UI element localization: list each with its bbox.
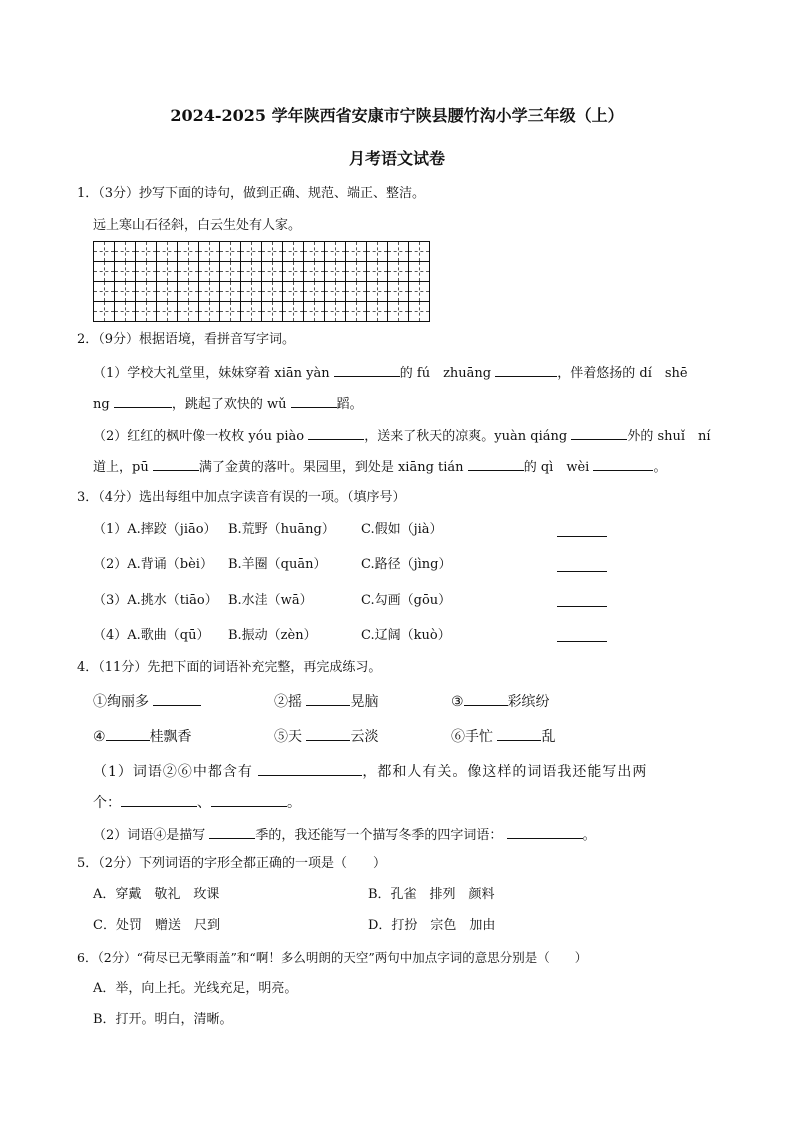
q2-text: 满了金黄的落叶。果园里，到处是 xiāng tián [198, 460, 464, 475]
answer-blank[interactable] [507, 826, 583, 839]
q2-stem: 2．（9分）根据语境，看拼音写字词。 [77, 332, 296, 347]
answer-blank[interactable] [211, 794, 287, 807]
q4-text: ③ [451, 694, 464, 710]
grid-cell[interactable] [409, 282, 429, 302]
q3-row3-b: B.水洼（wā） [228, 593, 313, 608]
q3-row2-b: B.羊圈（quān） [228, 557, 327, 572]
q4-word2 [274, 693, 378, 710]
grid-cell[interactable] [409, 242, 429, 262]
q4-text: ⑥手忙 [451, 729, 493, 745]
answer-blank[interactable] [334, 364, 400, 377]
writing-grid[interactable] [93, 241, 430, 322]
q4-sub1-line2 [93, 794, 301, 811]
grid-cell[interactable] [283, 302, 304, 321]
grid-cell[interactable] [157, 262, 178, 282]
q2-text: ，跳起了欢快的 wǔ [171, 397, 287, 412]
q3-row3-c: C.勾画（gōu） [361, 593, 452, 608]
q4-text: 晃脑 [350, 694, 379, 710]
q4-text: 、 [197, 795, 211, 811]
q4-text: 彩缤纷 [507, 694, 550, 710]
q4-sub1-line1 [93, 763, 647, 780]
grid-cell[interactable] [115, 242, 136, 262]
grid-cell[interactable] [94, 242, 115, 262]
q3-row1-c: C.假如（jià） [361, 522, 443, 537]
grid-cell[interactable] [283, 242, 304, 262]
answer-blank[interactable] [291, 395, 337, 408]
grid-cell[interactable] [178, 262, 199, 282]
grid-cell[interactable] [325, 262, 346, 282]
q1-stem: 1．（3分）抄写下面的诗句，做到正确、规范、端正、整洁。 [77, 186, 426, 201]
q6-stem: 6．（2分）“荷尽已无擎雨盖”和“啊！多么明朗的天空”两句中加点字词的意思分别是（ ） [77, 950, 588, 965]
q2-text: 的 qì wèi [523, 460, 590, 475]
answer-blank[interactable] [306, 693, 350, 706]
answer-blank[interactable] [593, 458, 653, 471]
q2-text: ，送来了秋天的凉爽。yuàn qiáng [364, 429, 568, 444]
q4-text: 季的，我还能写一个描写冬季的四字词语： [255, 828, 503, 843]
q4-text: 桂飘香 [149, 729, 192, 745]
grid-cell[interactable] [220, 242, 241, 262]
q4-text: ，都和人有关。像这样的词语我还能写出两 [362, 764, 648, 780]
q2-text: ng [93, 397, 110, 412]
grid-cell[interactable] [157, 282, 178, 302]
grid-cell[interactable] [409, 262, 429, 282]
q4-word4 [93, 728, 192, 745]
grid-cell[interactable] [367, 302, 388, 321]
grid-cell[interactable] [283, 282, 304, 302]
answer-blank[interactable] [258, 763, 362, 776]
grid-cell[interactable] [346, 242, 367, 262]
q2-text: 蹈。 [336, 397, 363, 412]
grid-cell[interactable] [346, 262, 367, 282]
q2-part1-line1 [93, 364, 688, 382]
answer-blank[interactable] [121, 794, 197, 807]
exam-title-line2: 月考语文试卷 [348, 149, 445, 168]
grid-cell[interactable] [94, 302, 115, 321]
grid-cell[interactable] [346, 282, 367, 302]
q2-part2-line2 [93, 458, 666, 476]
grid-cell[interactable] [136, 262, 157, 282]
grid-cell[interactable] [388, 242, 409, 262]
grid-cell[interactable] [409, 302, 429, 321]
grid-cell[interactable] [325, 242, 346, 262]
grid-row [94, 242, 429, 262]
grid-cell[interactable] [178, 302, 199, 321]
grid-cell[interactable] [199, 242, 220, 262]
grid-cell[interactable] [241, 282, 262, 302]
grid-cell[interactable] [262, 262, 283, 282]
grid-cell[interactable] [220, 282, 241, 302]
q4-text: 乱 [541, 729, 556, 745]
q2-text: （2）红红的枫叶像一枚枚 yóu piào [93, 429, 305, 444]
q4-text: （1）词语②⑥中都含有 [93, 764, 253, 780]
exam-title-line1: 2024-2025 学年陕西省安康市宁陕县腰竹沟小学三年级（上） [170, 106, 624, 125]
answer-blank[interactable] [468, 458, 524, 471]
q4-text: 。 [582, 828, 596, 843]
q4-text: ②摇 [274, 694, 302, 710]
grid-cell[interactable] [241, 242, 262, 262]
q2-text: ，伴着悠扬的 dí shē [557, 366, 688, 381]
answer-blank[interactable] [495, 364, 557, 377]
q4-text: ①绚丽多 [93, 694, 149, 710]
grid-cell[interactable] [178, 242, 199, 262]
q4-word6 [451, 728, 555, 745]
q4-text: 。 [287, 795, 301, 811]
q5-option-c[interactable]: C．处罚 赠送 尺到 [93, 918, 220, 933]
q3-row2-c: C.路径（jìng） [361, 557, 452, 572]
grid-cell[interactable] [388, 262, 409, 282]
q4-stem: 4．（11分）先把下面的词语补充完整，再完成练习。 [77, 660, 382, 675]
q5-option-b[interactable]: B．孔雀 排列 颜料 [368, 887, 495, 902]
grid-row [94, 302, 429, 321]
grid-cell[interactable] [262, 242, 283, 262]
grid-row [94, 262, 429, 282]
grid-cell[interactable] [241, 262, 262, 282]
grid-row [94, 282, 429, 302]
grid-cell[interactable] [304, 302, 325, 321]
answer-blank[interactable] [497, 728, 541, 741]
q2-text: 的 fú zhuāng [399, 366, 492, 381]
q1-poem: 远上寒山石径斜，白云生处有人家。 [93, 218, 302, 233]
q3-row4-c: C.辽阔（kuò） [361, 628, 451, 643]
grid-cell[interactable] [157, 242, 178, 262]
q4-word1 [93, 693, 201, 710]
q3-row4-b: B.振动（zèn） [228, 628, 317, 643]
q4-text: 云淡 [350, 729, 379, 745]
grid-cell[interactable] [136, 242, 157, 262]
answer-blank[interactable] [106, 728, 150, 741]
answer-blank[interactable] [114, 395, 172, 408]
grid-cell[interactable] [199, 302, 220, 321]
answer-blank[interactable] [209, 826, 255, 839]
q3-stem: 3．（4分）选出每组中加点字读音有误的一项。（填序号） [77, 490, 406, 505]
grid-cell[interactable] [283, 262, 304, 282]
q5-option-a[interactable]: A．穿戴 敬礼 玫课 [93, 887, 220, 902]
q2-text: 。 [653, 460, 667, 475]
q2-text: （1）学校大礼堂里，妹妹穿着 xiān yàn [93, 366, 330, 381]
grid-cell[interactable] [241, 302, 262, 321]
q2-text: 道上，pū [93, 460, 149, 475]
q3-row4-a: （4）A.歌曲（qū） [93, 628, 210, 643]
answer-blank[interactable] [464, 693, 508, 706]
grid-cell[interactable] [262, 302, 283, 321]
grid-cell[interactable] [94, 282, 115, 302]
q2-part2-line1 [93, 427, 711, 445]
q3-row3-a: （3）A.挑水（tiāo） [93, 593, 218, 608]
answer-blank[interactable] [153, 458, 199, 471]
q4-text: ⑤天 [274, 729, 302, 745]
q3-row2-a: （2）A.背诵（bèi） [93, 557, 213, 572]
grid-cell[interactable] [115, 262, 136, 282]
q5-stem: 5．（2分）下列词语的字形全都正确的一项是（ ） [77, 856, 387, 871]
q5-option-d[interactable]: D．打扮 宗色 加由 [368, 918, 496, 933]
grid-cell[interactable] [199, 262, 220, 282]
q3-answer-blank[interactable] [557, 536, 607, 537]
q2-part1-line2 [93, 395, 363, 413]
grid-cell[interactable] [325, 302, 346, 321]
grid-cell[interactable] [94, 262, 115, 282]
q4-word5 [274, 728, 378, 745]
q2-text: 外的 shuǐ ní [627, 429, 711, 444]
q4-sub2 [93, 826, 596, 844]
grid-cell[interactable] [367, 242, 388, 262]
answer-blank[interactable] [308, 427, 364, 440]
q3-answer-blank[interactable] [557, 641, 607, 642]
grid-cell[interactable] [220, 302, 241, 321]
grid-cell[interactable] [304, 262, 325, 282]
q4-text: 个： [93, 795, 121, 811]
q3-answer-blank[interactable] [557, 571, 607, 572]
grid-cell[interactable] [346, 302, 367, 321]
grid-cell[interactable] [304, 242, 325, 262]
grid-cell[interactable] [178, 282, 199, 302]
grid-cell[interactable] [388, 282, 409, 302]
answer-blank[interactable] [153, 693, 201, 706]
grid-cell[interactable] [262, 282, 283, 302]
grid-cell[interactable] [367, 282, 388, 302]
q3-row1-b: B.荒野（huāng） [228, 522, 335, 537]
q3-row1-a: （1）A.摔跤（jiāo） [93, 522, 217, 537]
q6-option-a[interactable]: A．举，向上托。光线充足，明亮。 [93, 981, 298, 996]
grid-cell[interactable] [157, 302, 178, 321]
grid-cell[interactable] [115, 282, 136, 302]
grid-cell[interactable] [199, 282, 220, 302]
q4-text: （2）词语④是描写 [93, 828, 206, 843]
grid-cell[interactable] [136, 282, 157, 302]
grid-cell[interactable] [115, 302, 136, 321]
grid-cell[interactable] [304, 282, 325, 302]
grid-cell[interactable] [367, 262, 388, 282]
grid-cell[interactable] [325, 282, 346, 302]
q4-text: ④ [93, 729, 106, 745]
grid-cell[interactable] [220, 262, 241, 282]
grid-cell[interactable] [388, 302, 409, 321]
answer-blank[interactable] [571, 427, 627, 440]
grid-cell[interactable] [136, 302, 157, 321]
q3-answer-blank[interactable] [557, 606, 607, 607]
q4-word3 [451, 693, 550, 710]
q6-option-b[interactable]: B．打开。明白，清晰。 [93, 1012, 233, 1027]
answer-blank[interactable] [306, 728, 350, 741]
